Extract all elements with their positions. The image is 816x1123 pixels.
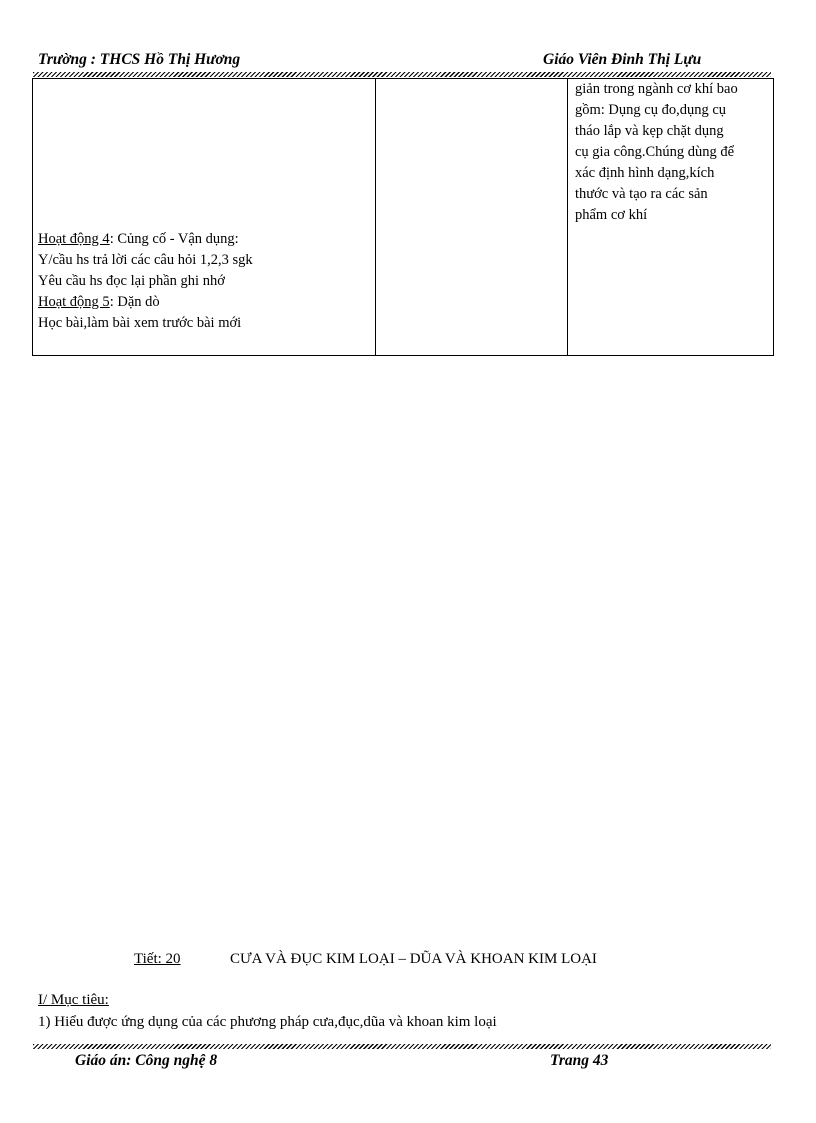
teacher-activity-wrap	[33, 79, 375, 355]
activity-4-label: Hoạt động 4	[38, 231, 110, 247]
content-line: thước và tạo ra các sản	[575, 186, 708, 202]
footer-subject: Giáo án: Công nghệ 8	[75, 1052, 218, 1069]
lesson-period: Tiết: 20	[134, 951, 181, 967]
lesson-title: CƯA VÀ ĐỤC KIM LOẠI – DŨA VÀ KHOAN KIM LOẠI	[230, 951, 597, 967]
content-line: cụ gia công.Chúng dùng để	[575, 144, 735, 160]
objective-item-1: 1) Hiểu được ứng dụng của các phương pháp cưa,đục,dũa và khoan kim loại	[38, 1014, 497, 1030]
activity-5-label: Hoạt động 5	[38, 294, 110, 310]
header-teacher: Giáo Viên Đinh Thị Lựu	[543, 51, 702, 68]
header-rule	[33, 72, 771, 77]
lesson-heading	[134, 951, 597, 968]
activity-4-text: : Củng cố - Vận dụng:	[109, 231, 239, 247]
activity-5-text: : Dặn dò	[109, 294, 160, 310]
student-activity-cell	[376, 79, 568, 356]
objectives-label: I/ Mục tiêu:	[38, 992, 109, 1008]
footer-page-number: Trang 43	[550, 1052, 609, 1069]
activity-4-item-2: Yêu cầu hs đọc lại phần ghi nhớ	[38, 273, 225, 289]
content-text	[568, 79, 773, 226]
footer-rule	[33, 1044, 771, 1049]
activity-5-line	[38, 292, 253, 313]
activity-block	[38, 229, 253, 334]
table-row	[33, 79, 774, 356]
content-line: tháo lắp và kẹp chặt dụng	[575, 123, 724, 139]
teacher-activity-cell	[33, 79, 376, 356]
activity-5-item-1: Học bài,làm bài xem trước bài mới	[38, 315, 242, 331]
activity-4-line	[38, 229, 253, 250]
content-cell	[568, 79, 774, 356]
activity-4-item-1: Y/cầu hs trả lời các câu hỏi 1,2,3 sgk	[38, 252, 253, 268]
lesson-table	[32, 78, 774, 356]
content-line: gồm: Dụng cụ đo,dụng cụ	[575, 102, 727, 118]
content-line: xác định hình dạng,kích	[575, 165, 715, 181]
header-school: Trường : THCS Hồ Thị Hương	[38, 51, 241, 68]
content-line: phẩm cơ khí	[575, 207, 648, 223]
content-line: giản trong ngành cơ khí bao	[575, 81, 738, 97]
